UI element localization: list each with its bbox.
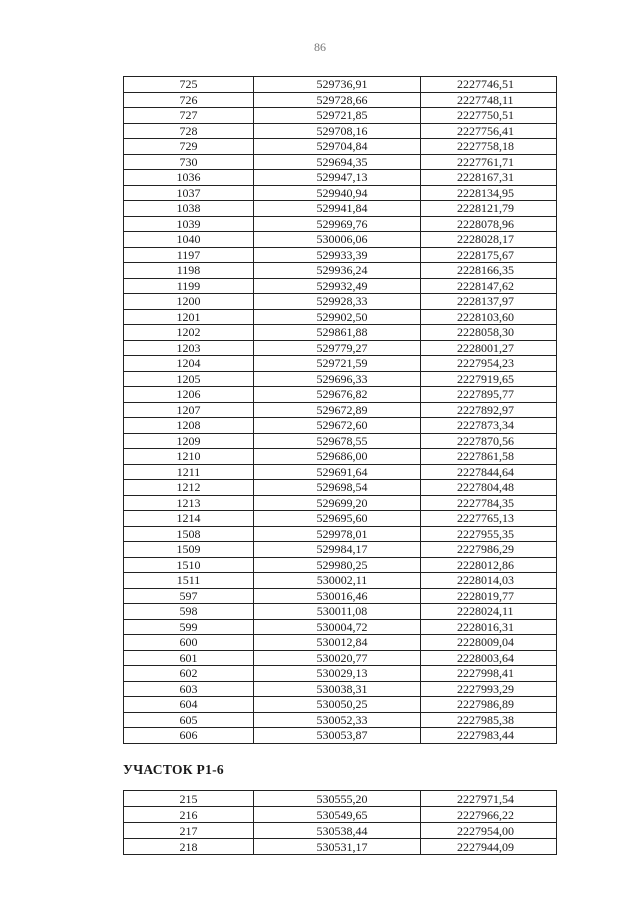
y-coordinate-cell: 2228019,77 [421, 588, 557, 604]
y-coordinate-cell: 2227892,97 [421, 402, 557, 418]
y-coordinate-cell: 2227985,38 [421, 712, 557, 728]
point-number-cell: 727 [124, 108, 254, 124]
table-row [124, 309, 557, 325]
table-row [124, 791, 557, 807]
table-row [124, 681, 557, 697]
y-coordinate-cell: 2227870,56 [421, 433, 557, 449]
y-coordinate-cell: 2227861,58 [421, 449, 557, 465]
table-row [124, 185, 557, 201]
y-coordinate-cell: 2228009,04 [421, 635, 557, 651]
y-coordinate-cell: 2228003,64 [421, 650, 557, 666]
y-coordinate-cell: 2227954,00 [421, 823, 557, 839]
table-row [124, 170, 557, 186]
table-row [124, 511, 557, 527]
point-number-cell: 1199 [124, 278, 254, 294]
table-row [124, 154, 557, 170]
y-coordinate-cell: 2228134,95 [421, 185, 557, 201]
point-number-cell: 218 [124, 839, 254, 855]
point-number-cell: 726 [124, 92, 254, 108]
x-coordinate-cell: 530050,25 [254, 697, 421, 713]
table-row [124, 216, 557, 232]
x-coordinate-cell: 529676,82 [254, 387, 421, 403]
x-coordinate-cell: 529932,49 [254, 278, 421, 294]
point-number-cell: 215 [124, 791, 254, 807]
table-row [124, 495, 557, 511]
y-coordinate-cell: 2227761,71 [421, 154, 557, 170]
y-coordinate-cell: 2227998,41 [421, 666, 557, 682]
y-coordinate-cell: 2228078,96 [421, 216, 557, 232]
x-coordinate-cell: 529691,64 [254, 464, 421, 480]
y-coordinate-cell: 2227844,64 [421, 464, 557, 480]
x-coordinate-cell: 529980,25 [254, 557, 421, 573]
page-number: 86 [314, 40, 326, 54]
x-coordinate-cell: 530549,65 [254, 807, 421, 823]
table-row [124, 201, 557, 217]
x-coordinate-cell: 529696,33 [254, 371, 421, 387]
section-heading: УЧАСТОК Р1-6 [123, 762, 224, 777]
y-coordinate-cell: 2228103,60 [421, 309, 557, 325]
y-coordinate-cell: 2228014,03 [421, 573, 557, 589]
x-coordinate-cell: 529694,35 [254, 154, 421, 170]
x-coordinate-cell: 530020,77 [254, 650, 421, 666]
point-number-cell: 1509 [124, 542, 254, 558]
x-coordinate-cell: 529672,60 [254, 418, 421, 434]
table-row [124, 433, 557, 449]
point-number-cell: 730 [124, 154, 254, 170]
table-row [124, 464, 557, 480]
point-number-cell: 729 [124, 139, 254, 155]
point-number-cell: 1212 [124, 480, 254, 496]
table-row [124, 340, 557, 356]
x-coordinate-cell: 530006,06 [254, 232, 421, 248]
y-coordinate-cell: 2227756,41 [421, 123, 557, 139]
table-row [124, 526, 557, 542]
point-number-cell: 1214 [124, 511, 254, 527]
y-coordinate-cell: 2227748,11 [421, 92, 557, 108]
point-number-cell: 597 [124, 588, 254, 604]
table-row [124, 604, 557, 620]
point-number-cell: 1037 [124, 185, 254, 201]
y-coordinate-cell: 2227758,18 [421, 139, 557, 155]
point-number-cell: 1209 [124, 433, 254, 449]
point-number-cell: 602 [124, 666, 254, 682]
y-coordinate-cell: 2228016,31 [421, 619, 557, 635]
table-row [124, 294, 557, 310]
point-number-cell: 1201 [124, 309, 254, 325]
x-coordinate-cell: 529686,00 [254, 449, 421, 465]
x-coordinate-cell: 530004,72 [254, 619, 421, 635]
x-coordinate-cell: 529698,54 [254, 480, 421, 496]
point-number-cell: 606 [124, 728, 254, 744]
x-coordinate-cell: 529728,66 [254, 92, 421, 108]
x-coordinate-cell: 529779,27 [254, 340, 421, 356]
y-coordinate-cell: 2227750,51 [421, 108, 557, 124]
table-row [124, 480, 557, 496]
point-number-cell: 601 [124, 650, 254, 666]
y-coordinate-cell: 2227983,44 [421, 728, 557, 744]
point-number-cell: 603 [124, 681, 254, 697]
point-number-cell: 605 [124, 712, 254, 728]
table-row [124, 77, 557, 93]
table-row [124, 247, 557, 263]
y-coordinate-cell: 2227746,51 [421, 77, 557, 93]
point-number-cell: 1200 [124, 294, 254, 310]
point-number-cell: 1206 [124, 387, 254, 403]
x-coordinate-cell: 529861,88 [254, 325, 421, 341]
y-coordinate-cell: 2228058,30 [421, 325, 557, 341]
y-coordinate-cell: 2227784,35 [421, 495, 557, 511]
y-coordinate-cell: 2228121,79 [421, 201, 557, 217]
y-coordinate-cell: 2228166,35 [421, 263, 557, 279]
x-coordinate-cell: 529947,13 [254, 170, 421, 186]
x-coordinate-cell: 530029,13 [254, 666, 421, 682]
y-coordinate-cell: 2228028,17 [421, 232, 557, 248]
point-number-cell: 1040 [124, 232, 254, 248]
y-coordinate-cell: 2228137,97 [421, 294, 557, 310]
table-row [124, 807, 557, 823]
x-coordinate-cell: 530052,33 [254, 712, 421, 728]
table-row [124, 728, 557, 744]
x-coordinate-cell: 529936,24 [254, 263, 421, 279]
table-row [124, 619, 557, 635]
point-number-cell: 1211 [124, 464, 254, 480]
y-coordinate-cell: 2228175,67 [421, 247, 557, 263]
x-coordinate-cell: 530012,84 [254, 635, 421, 651]
x-coordinate-cell: 529736,91 [254, 77, 421, 93]
y-coordinate-cell: 2227986,89 [421, 697, 557, 713]
x-coordinate-cell: 529941,84 [254, 201, 421, 217]
point-number-cell: 600 [124, 635, 254, 651]
y-coordinate-cell: 2227986,29 [421, 542, 557, 558]
table-row [124, 278, 557, 294]
x-coordinate-cell: 529902,50 [254, 309, 421, 325]
point-number-cell: 1208 [124, 418, 254, 434]
x-coordinate-cell: 530011,08 [254, 604, 421, 620]
table-row [124, 839, 557, 855]
y-coordinate-cell: 2227955,35 [421, 526, 557, 542]
x-coordinate-cell: 530038,31 [254, 681, 421, 697]
x-coordinate-cell: 529978,01 [254, 526, 421, 542]
x-coordinate-cell: 529704,84 [254, 139, 421, 155]
table-row [124, 823, 557, 839]
point-number-cell: 1197 [124, 247, 254, 263]
y-coordinate-cell: 2227765,13 [421, 511, 557, 527]
y-coordinate-cell: 2227895,77 [421, 387, 557, 403]
x-coordinate-cell: 529699,20 [254, 495, 421, 511]
point-number-cell: 1508 [124, 526, 254, 542]
table-row [124, 123, 557, 139]
point-number-cell: 728 [124, 123, 254, 139]
table-row [124, 588, 557, 604]
point-number-cell: 1039 [124, 216, 254, 232]
table-row [124, 449, 557, 465]
y-coordinate-cell: 2227971,54 [421, 791, 557, 807]
table-row [124, 712, 557, 728]
x-coordinate-cell: 529708,16 [254, 123, 421, 139]
x-coordinate-cell: 529721,85 [254, 108, 421, 124]
table-row [124, 92, 557, 108]
x-coordinate-cell: 529695,60 [254, 511, 421, 527]
y-coordinate-cell: 2227919,65 [421, 371, 557, 387]
y-coordinate-cell: 2227993,29 [421, 681, 557, 697]
table-row [124, 666, 557, 682]
table-row [124, 635, 557, 651]
x-coordinate-cell: 529984,17 [254, 542, 421, 558]
x-coordinate-cell: 530016,46 [254, 588, 421, 604]
y-coordinate-cell: 2228001,27 [421, 340, 557, 356]
table-row [124, 387, 557, 403]
x-coordinate-cell: 529940,94 [254, 185, 421, 201]
table-row [124, 402, 557, 418]
y-coordinate-cell: 2228167,31 [421, 170, 557, 186]
table-row [124, 650, 557, 666]
point-number-cell: 1213 [124, 495, 254, 511]
x-coordinate-cell: 530053,87 [254, 728, 421, 744]
x-coordinate-cell: 529721,59 [254, 356, 421, 372]
point-number-cell: 1036 [124, 170, 254, 186]
table-row [124, 557, 557, 573]
table-row [124, 232, 557, 248]
table-row [124, 139, 557, 155]
x-coordinate-cell: 529969,76 [254, 216, 421, 232]
x-coordinate-cell: 530531,17 [254, 839, 421, 855]
y-coordinate-cell: 2227873,34 [421, 418, 557, 434]
point-number-cell: 1203 [124, 340, 254, 356]
coordinates-table-body [124, 77, 557, 744]
point-number-cell: 1204 [124, 356, 254, 372]
y-coordinate-cell: 2227944,09 [421, 839, 557, 855]
x-coordinate-cell: 530555,20 [254, 791, 421, 807]
point-number-cell: 598 [124, 604, 254, 620]
coordinates-table [123, 76, 557, 744]
table-row [124, 325, 557, 341]
table-row [124, 371, 557, 387]
y-coordinate-cell: 2228012,86 [421, 557, 557, 573]
table-row [124, 356, 557, 372]
table-row [124, 108, 557, 124]
point-number-cell: 725 [124, 77, 254, 93]
table-row [124, 542, 557, 558]
x-coordinate-cell: 530002,11 [254, 573, 421, 589]
y-coordinate-cell: 2228147,62 [421, 278, 557, 294]
y-coordinate-cell: 2227954,23 [421, 356, 557, 372]
point-number-cell: 1511 [124, 573, 254, 589]
table-row [124, 573, 557, 589]
point-number-cell: 599 [124, 619, 254, 635]
point-number-cell: 1207 [124, 402, 254, 418]
point-number-cell: 217 [124, 823, 254, 839]
point-number-cell: 1198 [124, 263, 254, 279]
point-number-cell: 1202 [124, 325, 254, 341]
point-number-cell: 216 [124, 807, 254, 823]
table-row [124, 418, 557, 434]
y-coordinate-cell: 2228024,11 [421, 604, 557, 620]
point-number-cell: 1510 [124, 557, 254, 573]
point-number-cell: 1205 [124, 371, 254, 387]
y-coordinate-cell: 2227966,22 [421, 807, 557, 823]
x-coordinate-cell: 529678,55 [254, 433, 421, 449]
y-coordinate-cell: 2227804,48 [421, 480, 557, 496]
table-row [124, 263, 557, 279]
point-number-cell: 1038 [124, 201, 254, 217]
point-number-cell: 604 [124, 697, 254, 713]
section-coordinates-table-body [124, 791, 557, 855]
point-number-cell: 1210 [124, 449, 254, 465]
x-coordinate-cell: 529672,89 [254, 402, 421, 418]
x-coordinate-cell: 529933,39 [254, 247, 421, 263]
x-coordinate-cell: 529928,33 [254, 294, 421, 310]
section-coordinates-table [123, 790, 557, 855]
table-row [124, 697, 557, 713]
x-coordinate-cell: 530538,44 [254, 823, 421, 839]
